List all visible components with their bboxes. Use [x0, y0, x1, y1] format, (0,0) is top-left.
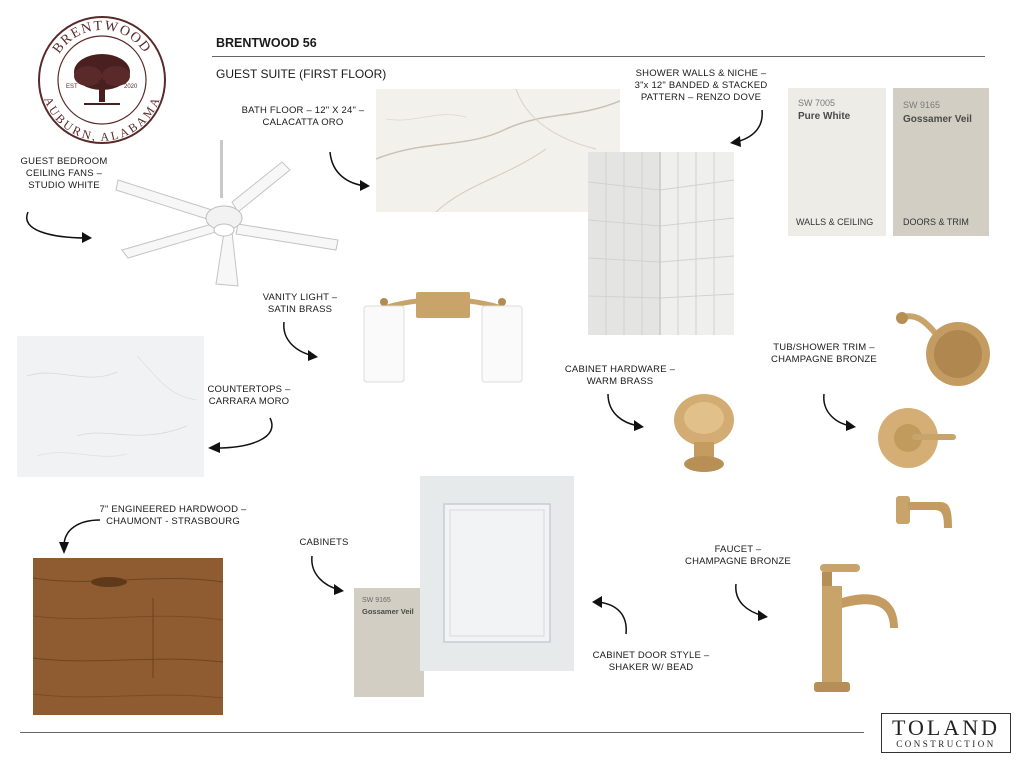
swatch-name: Pure White: [798, 111, 851, 122]
arrow-faucet: [730, 580, 776, 624]
shower-tile-image: [588, 152, 734, 335]
logo-year: 2020: [124, 84, 138, 90]
footer-rule: [20, 732, 864, 733]
arrow-cabinet-hardware: [604, 390, 648, 436]
arrow-vanity-light: [280, 318, 324, 364]
paint-swatch-pure-white: [788, 88, 886, 236]
svg-text:AUBURN, ALABAMA: [41, 95, 163, 144]
hardwood-image: [33, 558, 223, 715]
swatch-name: Gossamer Veil: [362, 607, 414, 616]
logo-est: EST: [66, 84, 78, 90]
shower-valve-image: [878, 402, 960, 476]
header-rule: [212, 56, 985, 57]
label-hardwood: 7" ENGINEERED HARDWOOD – CHAUMONT - STRASBOURG: [99, 504, 247, 527]
svg-text:BRENTWOOD: [50, 19, 154, 57]
arrow-hardwood: [56, 514, 104, 556]
toland-logo: [881, 713, 1011, 753]
cabinet-knob-image: [666, 392, 742, 476]
tub-spout-image: [894, 488, 956, 536]
label-faucet: FAUCET – CHAMPAGNE BRONZE: [685, 544, 791, 567]
toland-brand: TOLAND: [891, 715, 1001, 740]
faucet-image: [806, 558, 906, 694]
room-subtitle: GUEST SUITE (FIRST FLOOR): [216, 67, 387, 81]
label-door-style: CABINET DOOR STYLE – SHAKER W/ BEAD: [592, 650, 710, 673]
paint-swatch-gossamer-veil: [893, 88, 989, 236]
arrow-ceiling-fan: [20, 210, 100, 250]
label-tub-trim: TUB/SHOWER TRIM – CHAMPAGNE BRONZE: [771, 342, 877, 365]
brentwood-logo: [36, 14, 168, 146]
arrow-tub-trim: [818, 390, 862, 434]
swatch-code: SW 9165: [362, 597, 391, 604]
logo-top-text: BRENTWOOD: [50, 18, 154, 57]
arrow-door-style: [588, 592, 634, 638]
label-cabinet-hardware: CABINET HARDWARE – WARM BRASS: [564, 364, 676, 387]
label-bath-floor: BATH FLOOR – 12" X 24" – CALACATTA ORO: [241, 105, 365, 128]
swatch-name: Gossamer Veil: [903, 114, 972, 125]
swatch-code: SW 9165: [903, 100, 941, 110]
label-vanity-light: VANITY LIGHT – SATIN BRASS: [262, 292, 338, 315]
showerhead-image: [896, 308, 992, 388]
arrow-bath-floor: [326, 148, 376, 194]
toland-sub: CONSTRUCTION: [896, 739, 996, 749]
label-ceiling-fan: GUEST BEDROOM CEILING FANS – STUDIO WHITE: [20, 156, 108, 191]
swatch-use: DOORS & TRIM: [903, 217, 969, 227]
bath-floor-tile-image: [376, 89, 620, 212]
project-title: BRENTWOOD 56: [216, 36, 317, 50]
swatch-use: WALLS & CEILING: [796, 217, 874, 227]
label-countertops: COUNTERTOPS – CARRARA MORO: [207, 384, 291, 407]
tree-icon: [74, 54, 130, 104]
arrow-countertops: [204, 414, 280, 454]
vanity-light-image: [358, 288, 528, 384]
cabinet-door-image: [420, 476, 574, 671]
logo-bottom-text: AUBURN, ALABAMA: [41, 94, 163, 144]
cabinet-paint-swatch: [354, 588, 424, 697]
arrow-cabinets: [306, 552, 350, 598]
label-shower: SHOWER WALLS & NICHE – 3"x 12" BANDED & STACKED PATTERN – RENZO DOVE: [634, 68, 768, 103]
countertop-image: [17, 336, 204, 477]
label-cabinets: CABINETS: [299, 537, 349, 548]
ceiling-fan-image: [112, 140, 342, 288]
swatch-code: SW 7005: [798, 98, 836, 108]
arrow-shower: [726, 106, 770, 150]
